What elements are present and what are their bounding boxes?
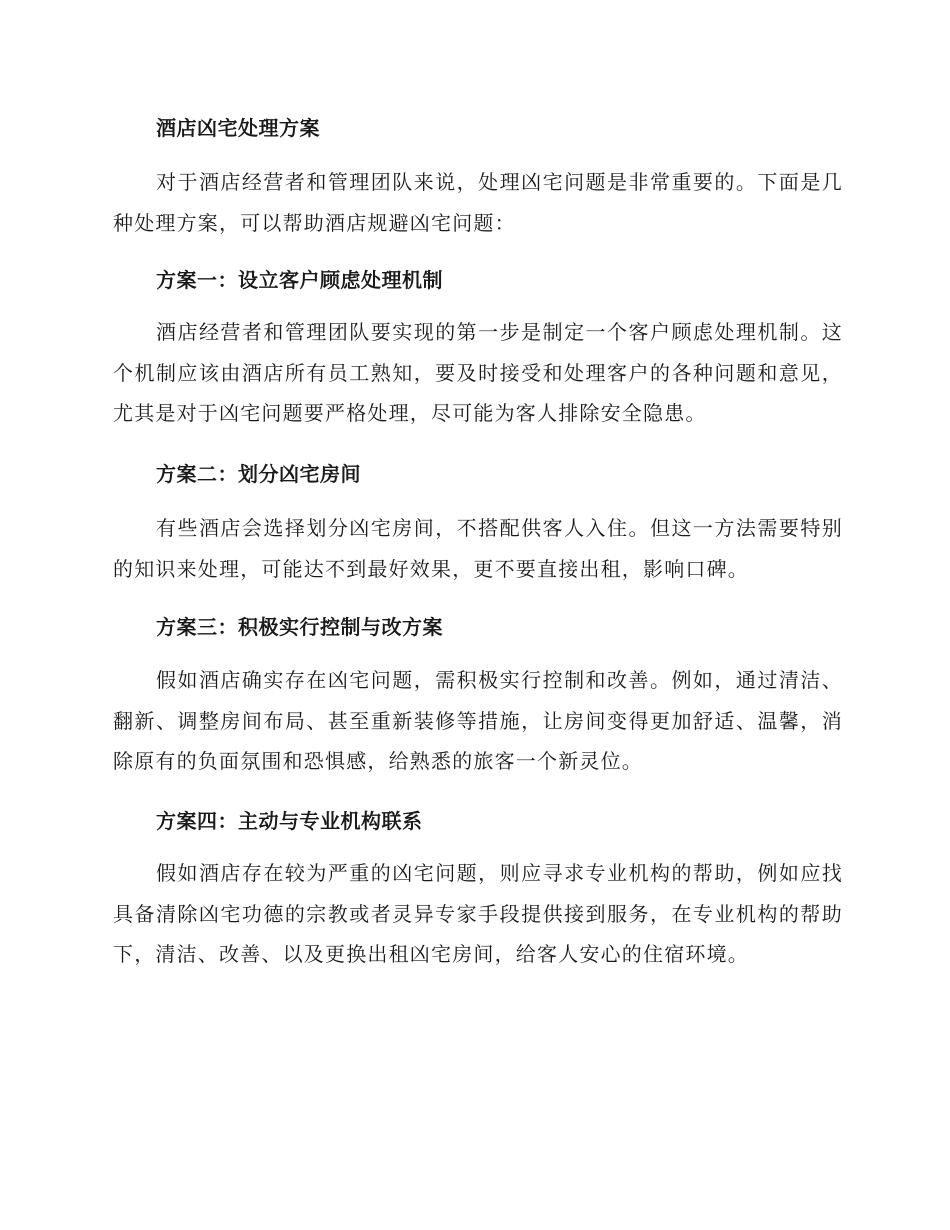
section-2-body: 有些酒店会选择划分凶宅房间，不搭配供客人入住。但这一方法需要特别的知识来处理，可能达不到最好效果，更不要直接出租，影响口碑。 — [113, 516, 843, 581]
intro-paragraph: 对于酒店经营者和管理团队来说，处理凶宅问题是非常重要的。下面是几种处理方案，可以帮助酒店规避凶宅问题： — [113, 170, 843, 235]
section-1-body: 酒店经营者和管理团队要实现的第一步是制定一个客户顾虑处理机制。这个机制应该由酒店所有员工熟知，要及时接受和处理客户的各种问题和意见，尤其是对于凶宅问题要严格处理，尽可能为客人排除安全隐患。 — [113, 320, 843, 425]
section-3-body: 假如酒店确实存在凶宅问题，需积极实行控制和改善。例如，通过清洁、翻新、调整房间布局、甚至重新装修等措施，让房间变得更加舒适、温馨，消除原有的负面氛围和恐惧感，给熟悉的旅客一个新灵位。 — [113, 668, 843, 773]
section-3-heading: 方案三：积极实行控制与改方案 — [156, 615, 443, 639]
section-4-heading: 方案四：主动与专业机构联系 — [156, 809, 423, 833]
section-2-heading: 方案二：划分凶宅房间 — [156, 462, 361, 486]
section-1-heading: 方案一：设立客户顾虑处理机制 — [156, 268, 443, 292]
document-title: 酒店凶宅处理方案 — [156, 116, 320, 140]
section-4-body: 假如酒店存在较为严重的凶宅问题，则应寻求专业机构的帮助，例如应找具备清除凶宅功德的宗教或者灵异专家手段提供接到服务，在专业机构的帮助下，清洁、改善、以及更换出租凶宅房间，给客人安心的住宿环境。 — [113, 861, 843, 966]
